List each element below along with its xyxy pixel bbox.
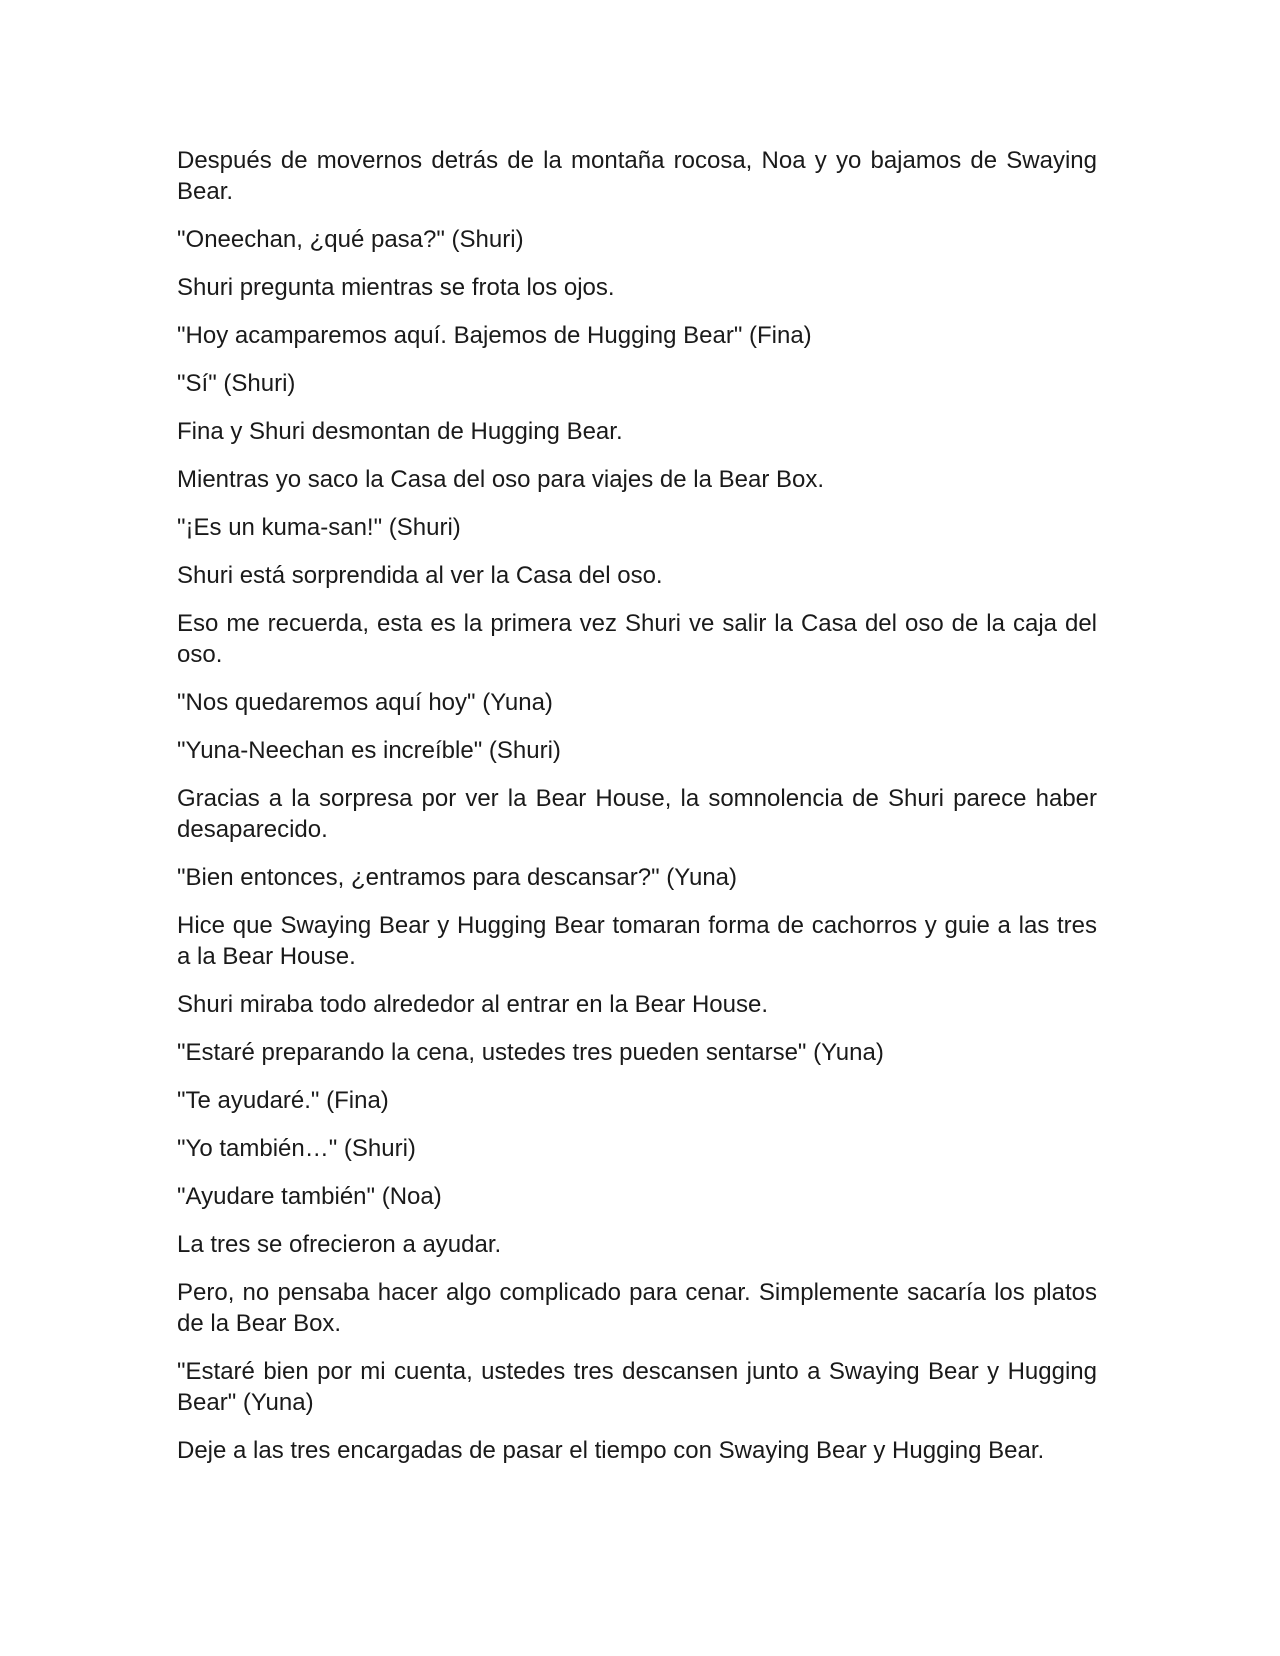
paragraph: Fina y Shuri desmontan de Hugging Bear. — [177, 418, 623, 445]
paragraph: "Te ayudaré." (Fina) — [177, 1087, 389, 1114]
paragraph: Deje a las tres encargadas de pasar el tiempo con Swaying Bear y Hugging Bear. — [177, 1437, 1045, 1464]
paragraph: La tres se ofrecieron a ayudar. — [177, 1231, 502, 1258]
paragraph: "Estaré preparando la cena, ustedes tres pueden sentarse" (Yuna) — [177, 1039, 884, 1066]
paragraph: Mientras yo saco la Casa del oso para viajes de la Bear Box. — [177, 466, 825, 493]
paragraph: Pero, no pensaba hacer algo complicado para cenar. Simplemente sacaría los platos de la Bear Box. — [177, 1279, 1097, 1337]
paragraph: "Ayudare también" (Noa) — [177, 1183, 442, 1210]
paragraph: "Hoy acamparemos aquí. Bajemos de Hugging Bear" (Fina) — [177, 322, 812, 349]
paragraph: Shuri pregunta mientras se frota los ojos. — [177, 274, 615, 301]
paragraph: "Sí" (Shuri) — [177, 370, 296, 397]
paragraph: "¡Es un kuma-san!" (Shuri) — [177, 514, 461, 541]
paragraph: "Yo también…" (Shuri) — [177, 1135, 416, 1162]
paragraph: Eso me recuerda, esta es la primera vez Shuri ve salir la Casa del oso de la caja del oso. — [177, 610, 1097, 668]
paragraph: "Yuna-Neechan es increíble" (Shuri) — [177, 737, 561, 764]
paragraph: Gracias a la sorpresa por ver la Bear House, la somnolencia de Shuri parece haber desaparecido. — [177, 785, 1097, 843]
paragraph: "Bien entonces, ¿entramos para descansar?" (Yuna) — [177, 864, 738, 891]
paragraph: Shuri está sorprendida al ver la Casa del oso. — [177, 562, 663, 589]
paragraph: Hice que Swaying Bear y Hugging Bear tomaran forma de cachorros y guie a las tres a la Bear House. — [177, 912, 1097, 970]
paragraph: Después de movernos detrás de la montaña rocosa, Noa y yo bajamos de Swaying Bear. — [177, 147, 1097, 205]
paragraph: "Oneechan, ¿qué pasa?" (Shuri) — [177, 226, 524, 253]
document-body — [177, 145, 1097, 1483]
paragraph: "Nos quedaremos aquí hoy" (Yuna) — [177, 689, 553, 716]
paragraph: Shuri miraba todo alrededor al entrar en la Bear House. — [177, 991, 768, 1018]
paragraph: "Estaré bien por mi cuenta, ustedes tres descansen junto a Swaying Bear y Hugging Bear" (Yuna) — [177, 1358, 1097, 1416]
